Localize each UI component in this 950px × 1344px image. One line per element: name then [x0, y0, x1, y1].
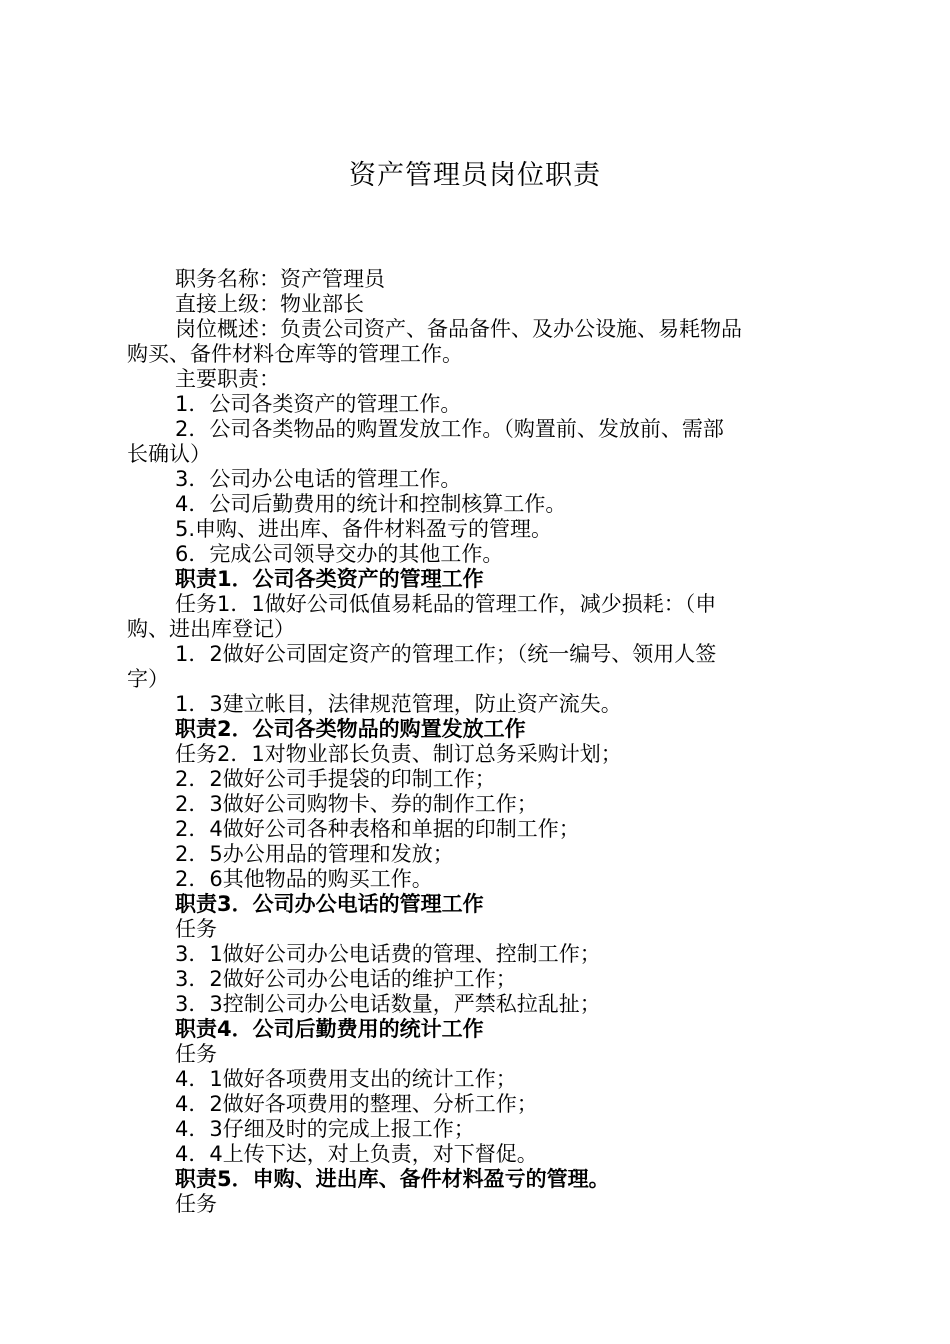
text-line: 1．公司各类资产的管理工作。 — [175, 392, 462, 416]
section-heading: 职责5．申购、进出库、备件材料盈亏的管理。 — [175, 1167, 610, 1191]
text-line: 3．公司办公电话的管理工作。 — [175, 467, 462, 491]
text-line: 购买、备件材料仓库等的管理工作。 — [127, 342, 463, 366]
section-heading: 职责4．公司后勤费用的统计工作 — [175, 1017, 484, 1041]
text-line: 职务名称：资产管理员 — [175, 267, 385, 291]
text-line: 3．1做好公司办公电话费的管理、控制工作； — [175, 942, 601, 966]
text-line: 4．2做好各项费用的整理、分析工作； — [175, 1092, 538, 1116]
text-line: 3．2做好公司办公电话的维护工作； — [175, 967, 517, 991]
section-heading: 职责1．公司各类资产的管理工作 — [175, 567, 484, 591]
text-line: 4．公司后勤费用的统计和控制核算工作。 — [175, 492, 567, 516]
text-line: 1．3建立帐目，法律规范管理，防止资产流失。 — [175, 692, 622, 716]
text-line: 直接上级：物业部长 — [175, 292, 364, 316]
text-line: 岗位概述：负责公司资产、备品备件、及办公设施、易耗物品 — [175, 317, 742, 341]
section-heading: 职责3．公司办公电话的管理工作 — [175, 892, 484, 916]
text-line: 6．完成公司领导交办的其他工作。 — [175, 542, 504, 566]
text-line: 主要职责： — [175, 367, 280, 391]
text-line: 5.申购、进出库、备件材料盈亏的管理。 — [175, 517, 553, 541]
text-line: 任务 — [175, 917, 217, 941]
text-line: 4．4上传下达，对上负责，对下督促。 — [175, 1142, 538, 1166]
document-title: 资产管理员岗位职责 — [349, 160, 601, 191]
text-line: 2．公司各类物品的购置发放工作。（购置前、发放前、需部 — [175, 417, 724, 441]
text-line: 4．1做好各项费用支出的统计工作； — [175, 1067, 517, 1091]
text-line: 任务 — [175, 1042, 217, 1066]
text-line: 4．3仔细及时的完成上报工作； — [175, 1117, 475, 1141]
text-line: 2．4做好公司各种表格和单据的印制工作； — [175, 817, 580, 841]
text-line: 任务1．1做好公司低值易耗品的管理工作，减少损耗：（申 — [175, 592, 717, 616]
text-line: 长确认） — [127, 442, 211, 466]
text-line: 1．2做好公司固定资产的管理工作；（统一编号、领用人签 — [175, 642, 717, 666]
text-line: 3．3控制公司办公电话数量，严禁私拉乱扯； — [175, 992, 601, 1016]
text-line: 字） — [127, 667, 169, 691]
text-line: 2．6其他物品的购买工作。 — [175, 867, 433, 891]
text-line: 2．3做好公司购物卡、券的制作工作； — [175, 792, 538, 816]
text-line: 任务2．1对物业部长负责、制订总务采购计划； — [175, 742, 622, 766]
text-line: 购、进出库登记） — [127, 617, 295, 641]
document-body — [127, 267, 827, 1217]
text-line: 任务 — [175, 1192, 217, 1216]
text-line: 2．5办公用品的管理和发放； — [175, 842, 454, 866]
section-heading: 职责2．公司各类物品的购置发放工作 — [175, 717, 526, 741]
text-line: 2．2做好公司手提袋的印制工作； — [175, 767, 496, 791]
